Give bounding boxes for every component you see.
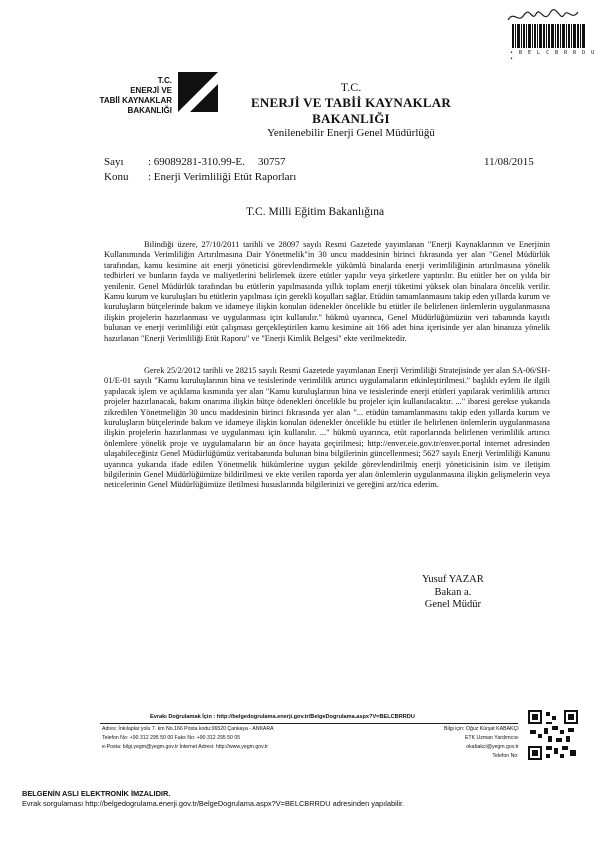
logo-line: ENERJİ VE bbox=[130, 86, 172, 95]
ministry-tc: T.C. bbox=[340, 80, 362, 94]
electronic-verification-line: Evrak sorgulaması http://belgedogrulama.enerji.gov.tr/BelgeDogrulama.aspx?V=BELCBRRDU adresinden yapılabilir. bbox=[22, 799, 405, 809]
footer-email-web: e-Posta: bilgi.yegm@yegm.gov.tr İnternet Adresi: http://www.yegm.gov.tr bbox=[102, 744, 268, 750]
document-date: 11/08/2015 bbox=[484, 156, 534, 168]
signatory-name: Yusuf YAZAR bbox=[422, 574, 484, 585]
sayi-label: Sayı bbox=[104, 156, 124, 168]
addressee: T.C. Milli Eğitim Bakanlığına bbox=[246, 206, 385, 218]
body-paragraph-1: Bilindiği üzere, 27/10/2011 tarihli ve 28097 sayılı Resmi Gazetede yayımlanan "Enerji Kaynaklarının ve Enerjinin Kullanımında Verimliliğin Artırılmasına Dair Yönetmelik"in 30 uncu maddesinin birinci fıkrasında yer alan "Genel Müdürlük tarafından, kamu kesimine ait enerji yöneticisi görevlendirmekle yükümlü binalarda enerji verimliliğinin artırılmasına yönelik tedbirleri ve bunların fayda ve maliyetlerini belirlemek üzere etütler yapılır veya şirketlere yaptırılır. Bu etütler her on yılda bir yenilenir. Genel Müdürlük tarafından bu etütlerin yapılmasında yıllık toplam enerji tüketimi yüksek olan binalara öncelik verilir. Kamu kurum ve kuruluşları bu etütlerin yapılması için gerekli koşulları sağlar. Etüdün tamamlanmasını takip eden yıllarda kurum ve kuruluşların bütçelerinde bakım ve idameye ilişkin konulan ödenekler öncelikle bu etütler ile belirlenen önlemlerin uygulanmasına ilişkin projelerin hazırlanması ve uygulanması için kullanılır." hükmü uyarınca, Genel Müdürlüğümüzün veri tabanında kayıtlı bulunan ve enerji verimliliği etüt çalışması gerçekleştirilen kamu kesimine ait 166 adet bina içerisinde yer alan binanıza yönelik hazırlanan "Enerji Verimliliği Etüt Raporu" ve "Enerji Kimlik Belgesi" ekte verilmektedir. bbox=[104, 240, 550, 343]
ministry-logo-icon bbox=[176, 70, 220, 114]
ministry-header bbox=[226, 80, 476, 139]
contact-person: Bilgi için: Oğuz Kürşat KABAKÇI bbox=[444, 726, 519, 732]
logo-line: TABİİ KAYNAKLAR bbox=[99, 96, 172, 105]
konu-label: Konu bbox=[104, 171, 129, 183]
logo-line: T.C. bbox=[157, 76, 172, 85]
footer-divider bbox=[100, 723, 518, 724]
meta-labels bbox=[104, 155, 128, 185]
footer-contact-right bbox=[444, 725, 519, 761]
ministry-logo-text bbox=[82, 76, 172, 116]
contact-phone: Telefon No: bbox=[492, 753, 519, 759]
barcode-icon bbox=[512, 24, 586, 48]
barcode-label: • B E L C B R R D U • bbox=[510, 50, 596, 62]
ministry-name: ENERJİ VE TABİİ KAYNAKLAR BAKANLIĞI bbox=[251, 95, 451, 126]
footer-phone: Telefon No: +90 312 295 50 00 Faks No: +90 312 295 50 05 bbox=[102, 735, 241, 741]
sayi-number: 30757 bbox=[258, 156, 286, 168]
konu-value: : Enerji Verimliliği Etüt Raporları bbox=[148, 171, 297, 183]
signature-block bbox=[422, 574, 484, 612]
logo-line: BAKANLIĞI bbox=[127, 106, 172, 115]
sayi-value: : 69089281-310.99-E. bbox=[148, 156, 245, 168]
electronic-signature-heading: BELGENİN ASLI ELEKTRONİK İMZALIDIR. bbox=[22, 789, 171, 798]
contact-title: ETK Uzman Yardımcısı bbox=[464, 735, 519, 741]
contact-email: okabakci@yegm.gov.tr bbox=[466, 744, 519, 750]
electronic-signature-note bbox=[22, 789, 404, 810]
verification-link: Evrakı Doğrulamak İçin : http://belgedogrulama.enerji.gov.tr/BelgeDogrulama.aspx?V=BELCBRRDU bbox=[150, 714, 415, 720]
footer-address: Adres: İnkılaplar yolu 7. km No.166 Posta kodu:06520 Çankaya - ANKARA bbox=[102, 726, 274, 732]
qr-code-icon bbox=[528, 710, 578, 760]
signatory-title: Bakan a. bbox=[434, 586, 472, 598]
signatory-role: Genel Müdür bbox=[424, 599, 482, 610]
footer-contact-left bbox=[102, 725, 274, 752]
body-paragraph-2: Gerek 25/2/2012 tarihli ve 28215 sayılı Resmi Gazetede yayımlanan Enerji Verimliliği Stratejisinde yer alan SA-06/SH-01/E-01 sayılı "Kamu kuruluşlarının bina ve tesislerinde verimlilik artırıcı uygulamaların etkinleştirilmesi." başlıklı eylem ile ilgili yapılacak işlem ve açıklama kısmında yer alan "Kamu kuruluşlarının bina ve tesislerinde enerji etütleri yapılarak verimlilik artırıcı projeler hazırlanacak, bakım onarıma ilişkin bütçe ödenekleri öncelikle bu projeler için kullanılacaktır. ..." ibaresi gerekse yukarıda zikredilen Yönetmeliğin 30 uncu maddesinin birinci fıkrasında yer alan "... etüdün tamamlanmasını takip eden yıllarda kurum ve kuruluşların bütçelerinde bakım ve idameye ilişkin konulan ödenekler öncelikle bu etütler ile belirlenen önlemlerin uygulanmasına ilişkin projelerin hazırlanması ve uygulanması için kullanılır. ..." hükmü uyarınca, etüt raporlarında belirlenen verimlilik artırıcı önlemlere yönelik proje ve uygulamaların bir an önce hayata geçirilmesi; http://enver.eie.gov.tr/enver.portal internet adresinden ulaşabileceğiniz Genel Müdürlüğümüz veritabanında bulunan bina bilgilerinin güncellenmesi; 5627 sayılı Enerji Verimliliği Kanunu uyarınca yukarıda ifade edilen Yönetmelik hükümlerine uygun şekilde görevlendirilmiş enerji yöneticisinin isim ve iletişim bilgilerinin Genel Müdürlüğümüze bildirilmesi ve ekte verilen raporda yer alan önlemlerin uygulanmasına ilişkin gelişmelerin veya neticelerinin Genel Müdürlüğümüze iletilmesi hususlarında bilgilerinizi ve gereğini arz/rica ederim. bbox=[104, 366, 550, 490]
department-name: Yenilenebilir Enerji Genel Müdürlüğü bbox=[267, 127, 435, 139]
